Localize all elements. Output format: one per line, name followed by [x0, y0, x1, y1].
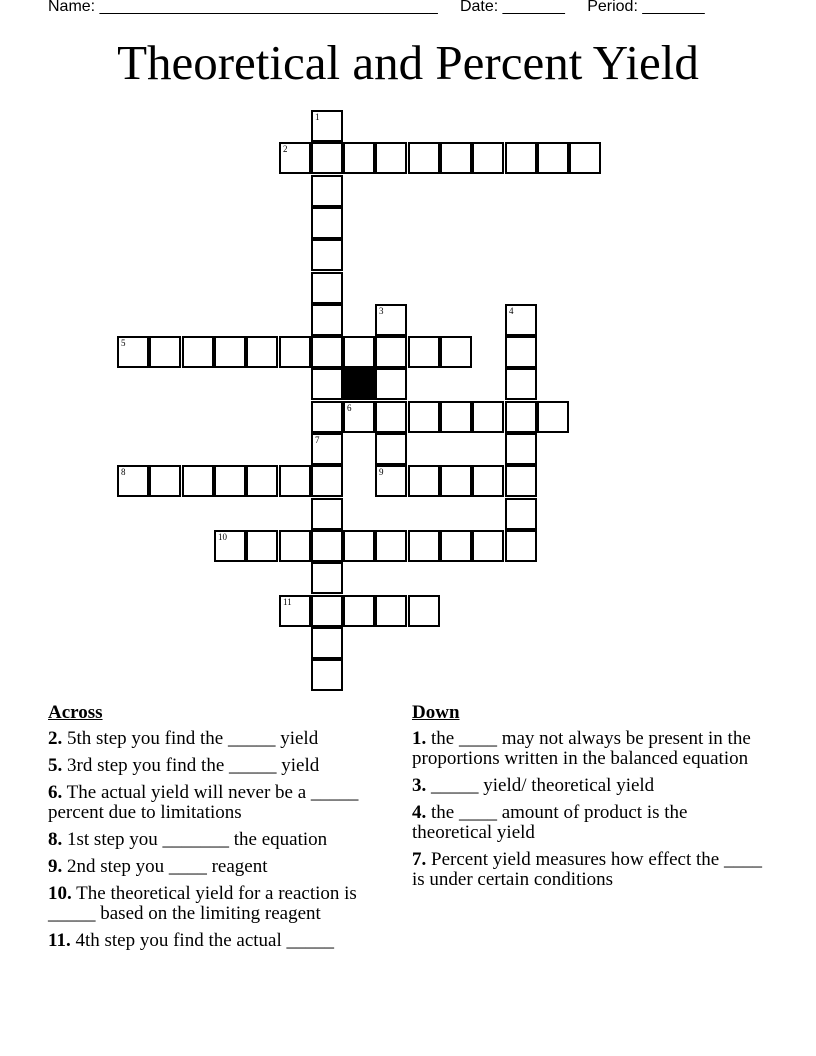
- grid-cell[interactable]: [214, 530, 246, 562]
- grid-cell[interactable]: [505, 401, 537, 433]
- clue-text: The theoretical yield for a reaction is _____ based on the limiting reagent: [48, 883, 357, 924]
- grid-cell[interactable]: [149, 465, 181, 497]
- grid-cell[interactable]: [472, 401, 504, 433]
- clue-number: 2.: [48, 728, 63, 749]
- clue-number: 5.: [48, 755, 63, 776]
- grid-cell[interactable]: [440, 401, 472, 433]
- grid-cell[interactable]: [505, 433, 537, 465]
- across-clue-list: [48, 729, 393, 951]
- grid-cell[interactable]: [214, 336, 246, 368]
- grid-cell[interactable]: [505, 142, 537, 174]
- grid-cell[interactable]: [311, 530, 343, 562]
- grid-cell[interactable]: [311, 465, 343, 497]
- grid-cell[interactable]: [343, 142, 375, 174]
- grid-cell[interactable]: [311, 595, 343, 627]
- grid-cell[interactable]: [311, 207, 343, 239]
- grid-cell[interactable]: [246, 465, 278, 497]
- grid-cell[interactable]: [311, 175, 343, 207]
- grid-cell[interactable]: [343, 336, 375, 368]
- grid-cell[interactable]: [537, 401, 569, 433]
- grid-cell[interactable]: [279, 142, 311, 174]
- grid-cell[interactable]: [311, 239, 343, 271]
- clue-text: 1st step you _______ the equation: [62, 829, 328, 850]
- name-label: Name:: [48, 0, 96, 15]
- grid-cell[interactable]: [537, 142, 569, 174]
- down-heading: Down: [412, 702, 460, 723]
- grid-cell[interactable]: [408, 336, 440, 368]
- grid-cell[interactable]: [569, 142, 601, 174]
- clue-number: 11.: [48, 930, 71, 951]
- clue-text: the ____ may not always be present in the proportions written in the balanced equation: [412, 728, 751, 769]
- grid-cell[interactable]: [246, 530, 278, 562]
- clue-text: The actual yield will never be a _____ percent due to limitations: [48, 782, 359, 823]
- grid-cell[interactable]: [505, 336, 537, 368]
- clue-text: 3rd step you find the _____ yield: [62, 755, 320, 776]
- grid-cell[interactable]: [311, 659, 343, 691]
- clue: [412, 776, 768, 796]
- period-field[interactable]: _______: [642, 0, 705, 15]
- clue-number: 3.: [412, 775, 427, 796]
- clue: [48, 729, 393, 749]
- down-clue-list: [412, 729, 768, 890]
- grid-cell[interactable]: [311, 433, 343, 465]
- grid-cell[interactable]: [311, 368, 343, 400]
- grid-cell[interactable]: [505, 498, 537, 530]
- cell-number: 8: [121, 467, 126, 477]
- grid-cell[interactable]: [375, 433, 407, 465]
- clue-number: 7.: [412, 849, 427, 870]
- grid-cell[interactable]: [279, 530, 311, 562]
- grid-cell[interactable]: [279, 465, 311, 497]
- grid-cell[interactable]: [279, 336, 311, 368]
- grid-cell[interactable]: [311, 562, 343, 594]
- grid-cell[interactable]: [375, 465, 407, 497]
- date-field[interactable]: _______: [502, 0, 565, 15]
- grid-cell[interactable]: [117, 336, 149, 368]
- grid-cell[interactable]: [214, 465, 246, 497]
- cell-number: 2: [283, 144, 288, 154]
- clue-text: Percent yield measures how effect the ____ is under certain conditions: [412, 849, 762, 890]
- clue-number: 10.: [48, 883, 72, 904]
- cell-number: 6: [347, 403, 352, 413]
- grid-cell[interactable]: [311, 304, 343, 336]
- cell-number: 10: [218, 532, 227, 542]
- grid-cell[interactable]: [472, 465, 504, 497]
- grid-cell[interactable]: [311, 336, 343, 368]
- grid-cell[interactable]: [440, 142, 472, 174]
- grid-cell[interactable]: [375, 401, 407, 433]
- grid-cell[interactable]: [505, 530, 537, 562]
- clue-number: 4.: [412, 802, 427, 823]
- clue: [48, 857, 393, 877]
- grid-cell[interactable]: [246, 336, 278, 368]
- grid-cell[interactable]: [343, 595, 375, 627]
- clue: [48, 756, 393, 776]
- across-heading: Across: [48, 702, 103, 723]
- clue-text: the ____ amount of product is the theoretical yield: [412, 802, 688, 843]
- date-label: Date:: [459, 0, 499, 15]
- grid-cell[interactable]: [311, 110, 343, 142]
- grid-cell[interactable]: [472, 142, 504, 174]
- grid-cell[interactable]: [149, 336, 181, 368]
- grid-cell[interactable]: [505, 368, 537, 400]
- grid-cell[interactable]: [440, 530, 472, 562]
- grid-cell[interactable]: [408, 401, 440, 433]
- grid-cell[interactable]: [117, 465, 149, 497]
- grid-cell[interactable]: [505, 304, 537, 336]
- black-cell: [343, 368, 375, 400]
- cell-number: 3: [379, 306, 384, 316]
- clue-text: 4th step you find the actual _____: [70, 930, 335, 951]
- grid-cell[interactable]: [343, 530, 375, 562]
- grid-cell[interactable]: [375, 336, 407, 368]
- period-label: Period:: [587, 0, 638, 15]
- grid-cell[interactable]: [505, 465, 537, 497]
- grid-cell[interactable]: [311, 142, 343, 174]
- down-clues: [412, 703, 768, 897]
- across-clues: [48, 703, 393, 958]
- clue-number: 6.: [48, 782, 63, 803]
- grid-cell[interactable]: [375, 142, 407, 174]
- cell-number: 1: [315, 112, 320, 122]
- clue-number: 8.: [48, 829, 63, 850]
- clue: [412, 803, 768, 843]
- grid-cell[interactable]: [375, 530, 407, 562]
- clue: [48, 884, 393, 924]
- grid-cell[interactable]: [311, 272, 343, 304]
- clue: [48, 830, 393, 850]
- clue: [48, 783, 393, 823]
- clue-text: 5th step you find the _____ yield: [62, 728, 319, 749]
- grid-cell[interactable]: [408, 595, 440, 627]
- grid-cell[interactable]: [311, 401, 343, 433]
- grid-cell[interactable]: [279, 595, 311, 627]
- grid-cell[interactable]: [375, 368, 407, 400]
- grid-cell[interactable]: [375, 595, 407, 627]
- clue-text: _____ yield/ theoretical yield: [426, 775, 655, 796]
- clue-number: 9.: [48, 856, 63, 877]
- grid-cell[interactable]: [182, 336, 214, 368]
- cell-number: 5: [121, 338, 126, 348]
- clue: [412, 850, 768, 890]
- grid-cell[interactable]: [375, 304, 407, 336]
- page-title: Theoretical and Percent Yield: [117, 35, 699, 90]
- grid-cell[interactable]: [182, 465, 214, 497]
- grid-cell[interactable]: [408, 530, 440, 562]
- grid-cell[interactable]: [408, 142, 440, 174]
- grid-cell[interactable]: [311, 498, 343, 530]
- cell-number: 9: [379, 467, 384, 477]
- clue: [48, 931, 393, 951]
- grid-cell[interactable]: [311, 627, 343, 659]
- clue-text: 2nd step you ____ reagent: [62, 856, 268, 877]
- grid-cell[interactable]: [408, 465, 440, 497]
- grid-cell[interactable]: [343, 401, 375, 433]
- grid-cell[interactable]: [472, 530, 504, 562]
- cell-number: 7: [315, 435, 320, 445]
- cell-number: 4: [509, 306, 514, 316]
- clue: [412, 729, 768, 769]
- clue-number: 1.: [412, 728, 427, 749]
- cell-number: 11: [283, 597, 292, 607]
- name-field[interactable]: ______________________________________: [99, 0, 438, 15]
- grid-cell[interactable]: [440, 465, 472, 497]
- grid-cell[interactable]: [440, 336, 472, 368]
